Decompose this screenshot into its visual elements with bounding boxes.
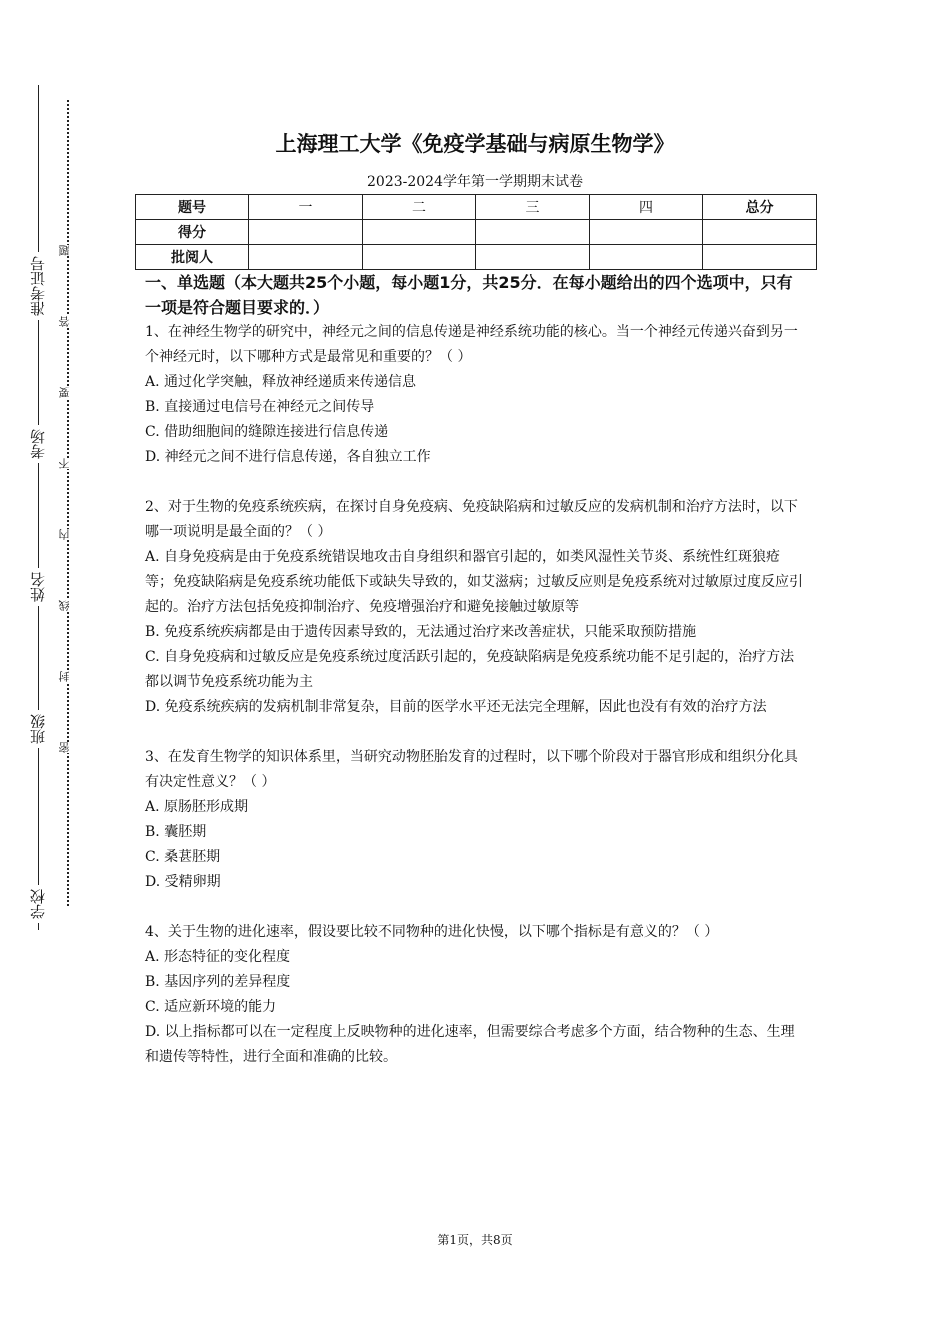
seal-char: 答 (58, 316, 78, 327)
exam-content (145, 270, 807, 1070)
question-option: A. 通过化学突触，释放神经递质来传递信息 (145, 374, 417, 390)
seal-line (67, 100, 69, 906)
score-cell (476, 220, 590, 245)
seal-char: 密 (58, 742, 78, 753)
score-cell (249, 220, 363, 245)
question-option: D. 受精卵期 (145, 874, 221, 890)
section-heading: 一、单选题（本大题共25个小题，每小题1分，共25分．在每小题给出的四个选项中，只有一项是符合题目要求的．） (145, 273, 793, 317)
score-cell (590, 220, 703, 245)
exam-number-label: 准考证号 (20, 252, 56, 320)
score-table (135, 194, 817, 270)
question-option: C. 借助细胞间的缝隙连接进行信息传递 (145, 424, 389, 440)
question-option: D. 以上指标都可以在一定程度上反映物种的进化速率，但需要综合考虑多个方面，结合物种的生态、生理和遗传等特性，进行全面和准确的比较。 (145, 1024, 795, 1065)
exam-title: 上海理工大学《免疫学基础与病原生物学》 (275, 132, 675, 156)
score-header-cell: 三 (476, 195, 590, 220)
question-option: B. 基因序列的差异程度 (145, 974, 291, 990)
score-cell (363, 245, 476, 270)
score-cell (476, 245, 590, 270)
question-option: C. 桑葚胚期 (145, 849, 221, 865)
seal-char: 不 (58, 458, 78, 469)
score-cell (703, 220, 817, 245)
question-stem: 3、在发育生物学的知识体系里，当研究动物胚胎发育的过程时，以下哪个阶段对于器官形成和组织分化具有决定性意义？（ ） (145, 749, 798, 790)
question-option: D. 免疫系统疾病的发病机制非常复杂，目前的医学水平还无法完全理解，因此也没有有效的治疗方法 (145, 699, 767, 715)
seal-char: 要 (58, 387, 78, 398)
score-header-cell: 总分 (703, 195, 817, 220)
question-option: D. 神经元之间不进行信息传递，各自独立工作 (145, 449, 431, 465)
score-cell (249, 245, 363, 270)
question-option: C. 适应新环境的能力 (145, 999, 277, 1015)
score-table-row (136, 220, 817, 245)
page-footer: 第1页，共8页 (437, 1233, 513, 1247)
question-option: A. 形态特征的变化程度 (145, 949, 291, 965)
question-option: A. 原肠胚形成期 (145, 799, 249, 815)
score-header-cell: 题号 (136, 195, 249, 220)
question-option: A. 自身免疫病是由于免疫系统错误地攻击自身组织和器官引起的，如类风湿性关节炎、系统性红斑狼疮等；免疫缺陷病是免疫系统功能低下或缺失导致的，如艾滋病；过敏反应则是免疫系统对过敏原过度反应引起的。治疗方法包括免疫抑制治疗、免疫增强治疗和避免接触过敏原等 (145, 549, 803, 615)
score-table-header-row (136, 195, 817, 220)
score-cell (363, 220, 476, 245)
binding-line (38, 85, 39, 930)
name-label: 姓名 (20, 568, 56, 606)
question-option: B. 免疫系统疾病都是由于遗传因素导致的，无法通过治疗来改善症状，只能采取预防措施 (145, 624, 697, 640)
exam-subtitle: 2023-2024学年第一学期期末试卷 (367, 174, 583, 190)
exam-room-label: 考场 (20, 425, 56, 463)
score-header-cell: 四 (590, 195, 703, 220)
question-option: B. 囊胚期 (145, 824, 207, 840)
question-stem: 4、关于生物的进化速率，假设要比较不同物种的进化快慢，以下哪个指标是有意义的？（ ） (145, 924, 719, 940)
seal-char: 题 (58, 245, 78, 256)
class-label: 班级 (20, 710, 56, 748)
question-stem: 1、在神经生物学的研究中，神经元之间的信息传递是神经系统功能的核心。当一个神经元传递兴奋到另一个神经元时，以下哪种方式是最常见和重要的？（ ） (145, 324, 798, 365)
score-row-label: 得分 (136, 220, 249, 245)
score-row-label: 批阅人 (136, 245, 249, 270)
score-header-cell: 二 (363, 195, 476, 220)
score-cell (590, 245, 703, 270)
question-option: C. 自身免疫病和过敏反应是免疫系统过度活跃引起的，免疫缺陷病是免疫系统功能不足引起的，治疗方法都以调节免疫系统功能为主 (145, 649, 795, 690)
seal-char: 线 (58, 600, 78, 611)
school-label: 学校 (20, 885, 56, 923)
seal-char: 内 (58, 529, 78, 540)
score-table-row (136, 245, 817, 270)
score-cell (703, 245, 817, 270)
score-header-cell: 一 (249, 195, 363, 220)
question-option: B. 直接通过电信号在神经元之间传导 (145, 399, 375, 415)
seal-char: 封 (58, 671, 78, 682)
question-stem: 2、对于生物的免疫系统疾病，在探讨自身免疫病、免疫缺陷病和过敏反应的发病机制和治疗方法时，以下哪一项说明是最全面的？（ ） (145, 499, 798, 540)
